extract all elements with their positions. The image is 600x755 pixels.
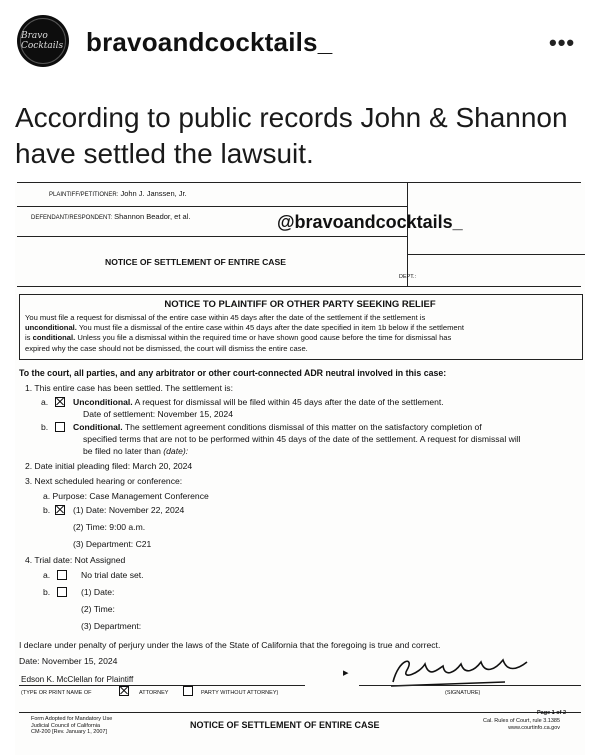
party-without-attorney-checkbox[interactable] bbox=[183, 686, 193, 696]
signature-arrow-icon: ▸ bbox=[343, 667, 349, 679]
item-1b-text-3: be filed no later than (date): bbox=[83, 446, 189, 456]
item-1b-text: Conditional. The settlement agreement conditions dismissal of this matter on the satisfactory completion of bbox=[73, 422, 482, 432]
signature-rule bbox=[359, 685, 581, 686]
item-1: 1. This entire case has been settled. The settlement is: bbox=[25, 383, 233, 393]
notice-heading: NOTICE TO PLAINTIFF OR OTHER PARTY SEEKING RELIEF bbox=[164, 299, 436, 310]
no-trial-date-checkbox[interactable] bbox=[57, 570, 67, 580]
trial-date-field: (1) Date: bbox=[81, 587, 115, 597]
footer-title: NOTICE OF SETTLEMENT OF ENTIRE CASE bbox=[190, 720, 380, 730]
dept-label: DEPT.: bbox=[399, 274, 417, 280]
signature-image bbox=[385, 652, 545, 694]
item-1b-text-2: specified terms that are not to be performed within 45 days of the date of the settlement. A request for dismissal will bbox=[83, 434, 521, 444]
type-print-label: (TYPE OR PRINT NAME OF bbox=[21, 690, 92, 696]
profile-avatar[interactable] bbox=[17, 15, 69, 67]
item-3b-letter: b. bbox=[43, 505, 51, 515]
trial-department-field: (3) Department: bbox=[81, 621, 142, 631]
declaration-date: Date: November 15, 2024 bbox=[19, 656, 118, 666]
attorney-checkbox[interactable] bbox=[119, 686, 129, 696]
username-link[interactable]: bravoandcocktails_ bbox=[86, 27, 333, 57]
unconditional-checkbox[interactable] bbox=[55, 397, 65, 407]
avatar-logo bbox=[20, 18, 66, 64]
doc-case-divider bbox=[407, 182, 408, 286]
footer-page-number: Page 1 of 2 bbox=[537, 710, 567, 716]
doc-rule bbox=[17, 206, 407, 207]
item-2-initial-pleading: 2. Date initial pleading filed: March 20, 2024 bbox=[25, 461, 193, 471]
signature-label: (SIGNATURE) bbox=[445, 690, 481, 696]
trial-time-field: (2) Time: bbox=[81, 604, 115, 614]
to-court-line: To the court, all parties, and any arbitrator or other court-connected ADR neutral involved in this case: bbox=[19, 368, 447, 378]
post-caption: According to public records John & Shannon have settled the lawsuit. bbox=[15, 102, 568, 169]
settlement-date: Date of settlement: November 15, 2024 bbox=[83, 409, 233, 419]
footer-form-info: Form Adopted for Mandatory Use Judicial Council of California CM-200 [Rev. January 1, 2007] bbox=[31, 716, 113, 735]
item-1a-letter: a. bbox=[41, 397, 49, 407]
plaintiff-row: PLAINTIFF/PETITIONER: John J. Janssen, Jr. bbox=[49, 189, 187, 198]
no-trial-date-text: No trial date set. bbox=[81, 570, 144, 580]
doc-rule bbox=[17, 236, 407, 237]
avatar-text: Bravo Cocktails bbox=[21, 31, 64, 51]
post-header bbox=[0, 0, 600, 90]
trial-date-checkbox[interactable] bbox=[57, 587, 67, 597]
conditional-checkbox[interactable] bbox=[55, 422, 65, 432]
hearing-time: (2) Time: 9:00 a.m. bbox=[73, 522, 146, 532]
item-4-trial-date: 4. Trial date: Not Assigned bbox=[25, 555, 126, 565]
more-options-icon[interactable]: ••• bbox=[549, 30, 576, 55]
item-1b-letter: b. bbox=[41, 422, 49, 432]
footer-rule bbox=[19, 712, 581, 713]
item-4a-letter: a. bbox=[43, 570, 51, 580]
court-document-image bbox=[15, 182, 585, 755]
perjury-declaration: I declare under penalty of perjury under the laws of the State of California that the foregoing is true and correct. bbox=[19, 640, 441, 650]
notice-text: You must file a request for dismissal of the entire case within 45 days after the date of the settlement if the settlement is unconditional. You must file a dismissal of the entire case within 45 days after the date specified in item 1b below if the settlement is conditional. Unless you file a dismissal within the required time or have shown good cause before the time for dismissal has expired why the case should not be dismissed, the court will dismiss the entire case. bbox=[25, 313, 464, 353]
watermark-handle: @bravoandcocktails_ bbox=[277, 212, 463, 232]
party-without-attorney-label: PARTY WITHOUT ATTORNEY) bbox=[201, 690, 279, 696]
doc-title: NOTICE OF SETTLEMENT OF ENTIRE CASE bbox=[105, 257, 286, 267]
hearing-department: (3) Department: C21 bbox=[73, 539, 152, 549]
defendant-row: DEFENDANT/RESPONDENT: Shannon Beador, et al. bbox=[31, 212, 191, 221]
footer-rules: Cal. Rules of Court, rule 3.1385 www.courtinfo.ca.gov bbox=[483, 718, 561, 731]
doc-rule bbox=[17, 286, 581, 287]
attorney-label: ATTORNEY bbox=[139, 690, 169, 696]
hearing-date-checkbox[interactable] bbox=[55, 505, 65, 515]
hearing-date: (1) Date: November 22, 2024 bbox=[73, 505, 185, 515]
signer-name: Edson K. McClellan for Plaintiff bbox=[21, 675, 134, 684]
signer-name-rule bbox=[19, 685, 305, 686]
item-3-next-hearing: 3. Next scheduled hearing or conference: bbox=[25, 476, 183, 486]
item-1a-text: Unconditional. A request for dismissal will be filed within 45 days after the date of the settlement. bbox=[73, 397, 444, 407]
item-4b-letter: b. bbox=[43, 587, 51, 597]
doc-rule bbox=[407, 254, 585, 255]
item-3a-purpose: a. Purpose: Case Management Conference bbox=[43, 491, 209, 501]
doc-top-rule bbox=[17, 182, 581, 183]
